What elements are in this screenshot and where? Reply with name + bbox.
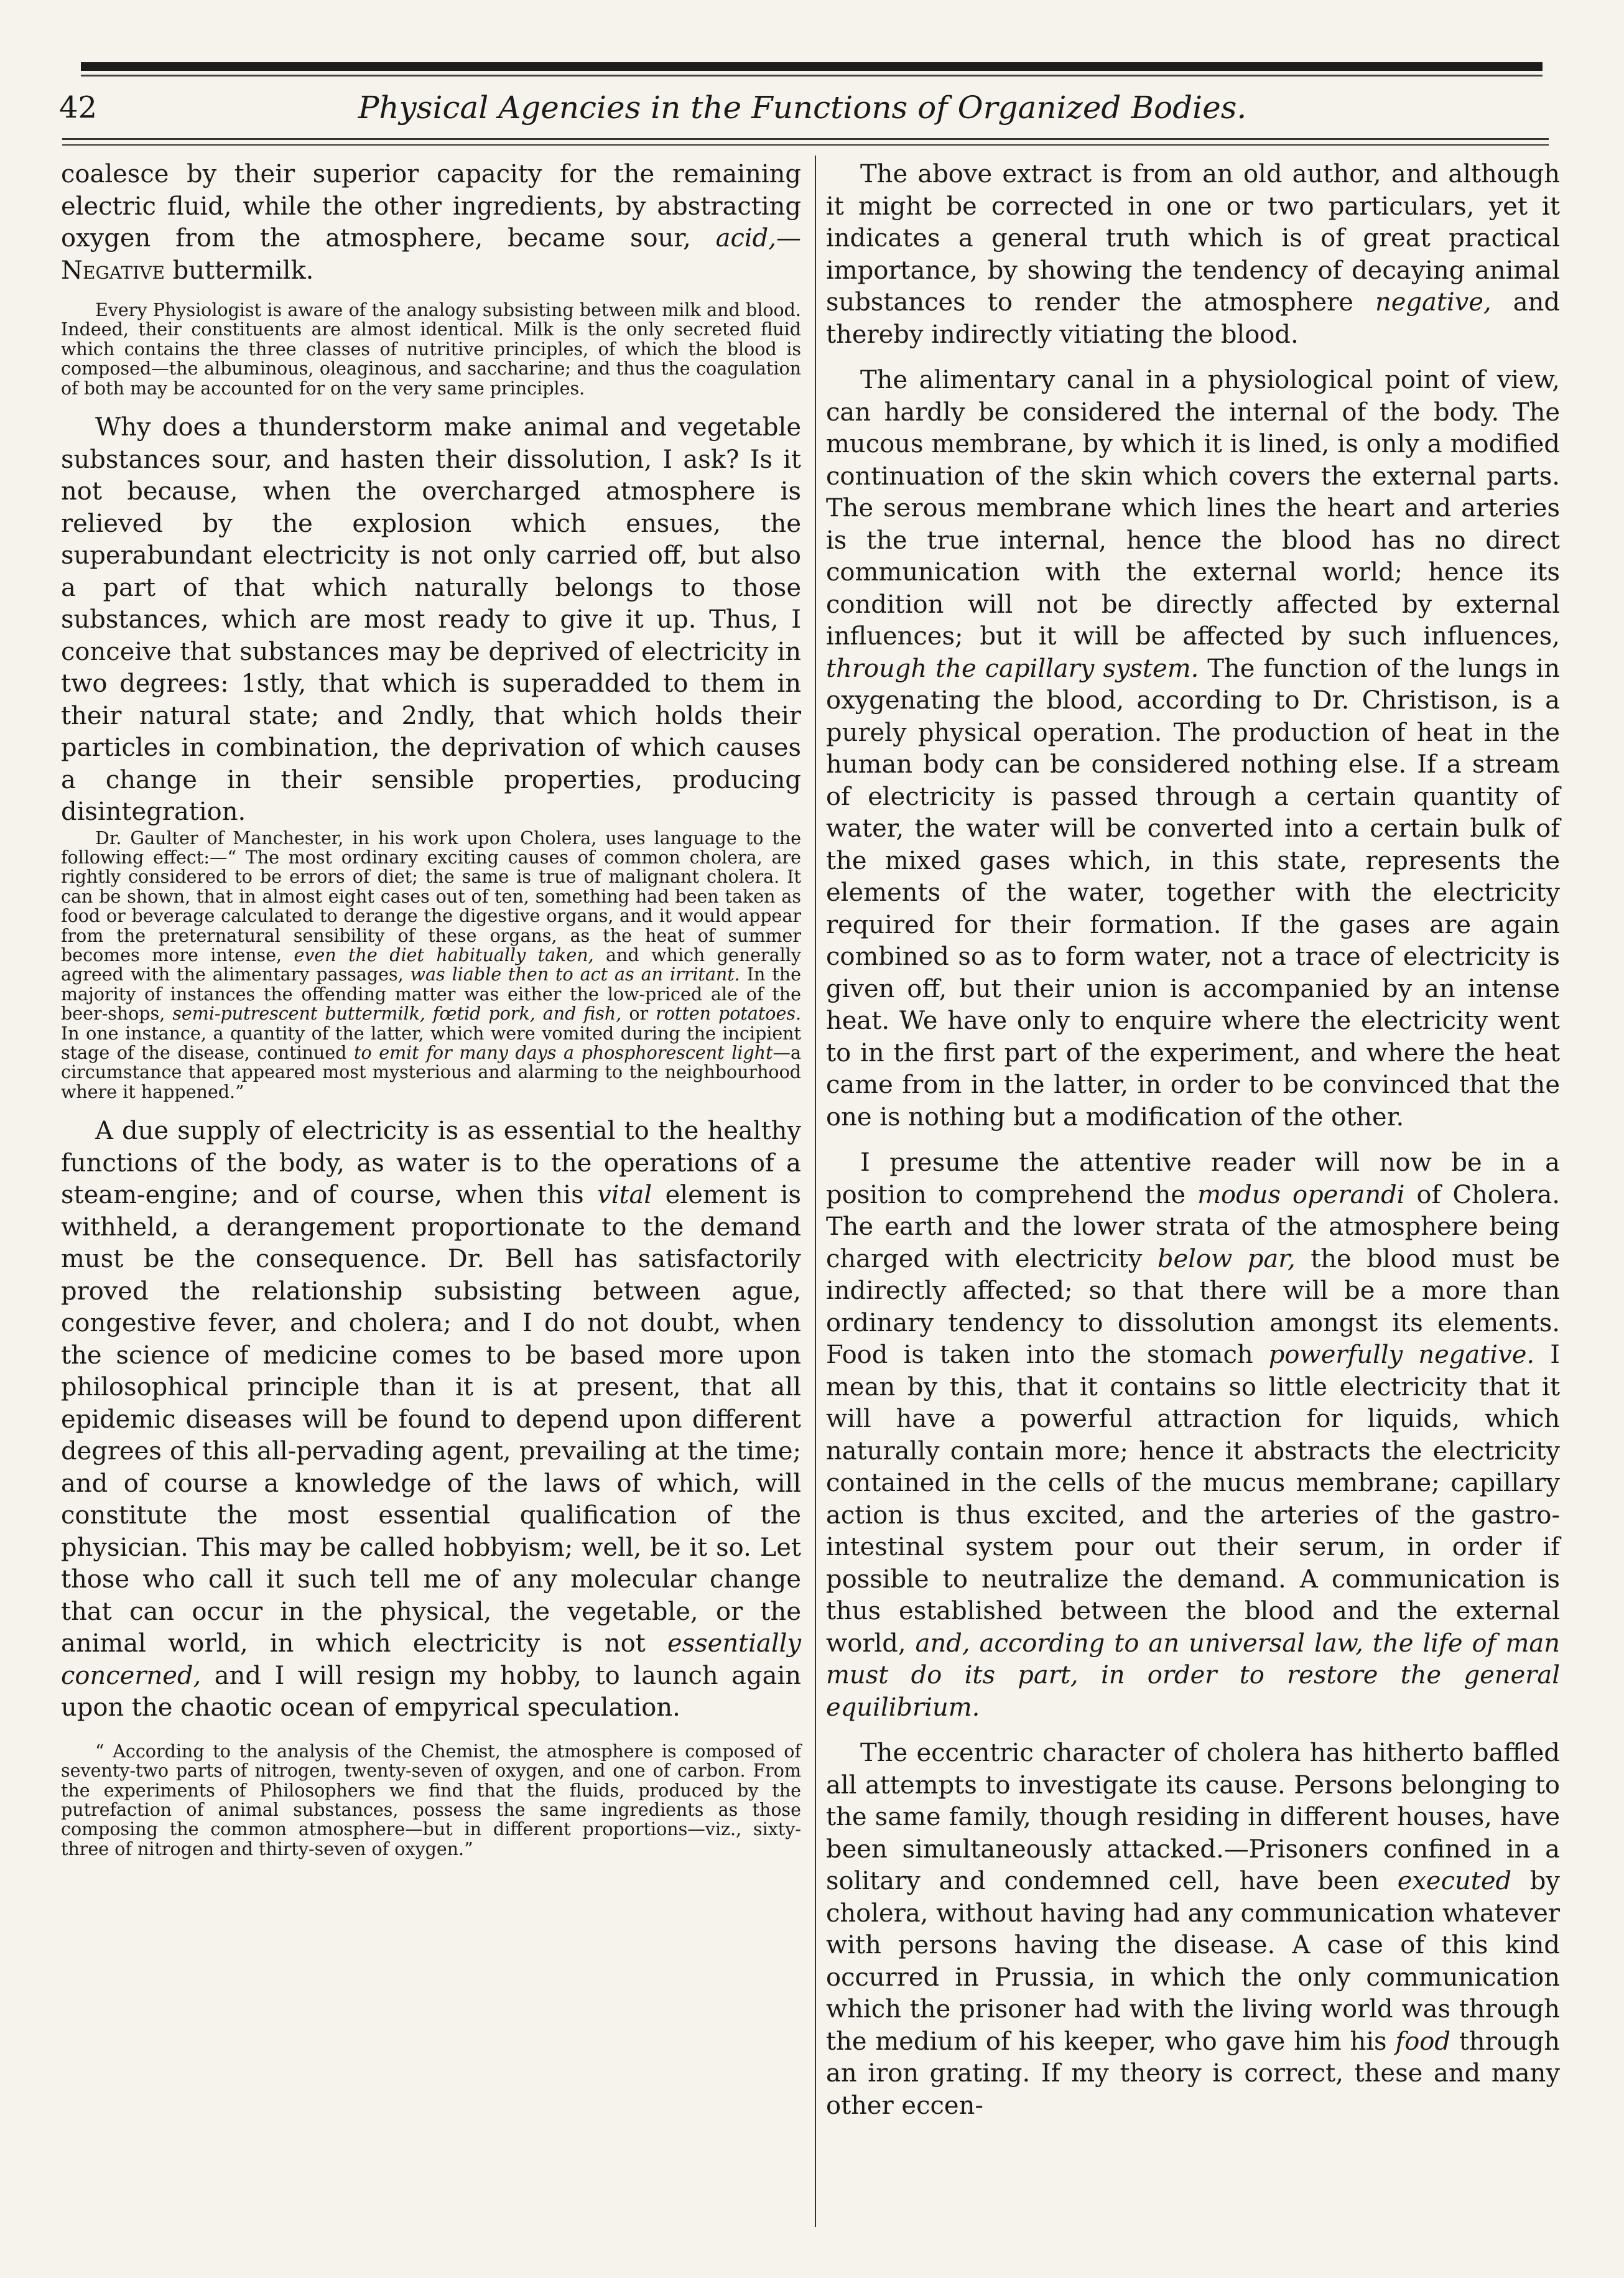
page-number: 42	[59, 90, 98, 125]
paragraph-electricity-supply: A due supply of electricity is as essential to the healthy functions of the body, as water is to the operations of a steam-engine; and of course, when this vital element is withheld, a derangement proportionate to the demand must be the consequence. Dr. Bell has satisfactorily proved the relationship subsisting between ague, congestive fever, and cholera; and I do not doubt, when the science of medicine comes to be based more upon philosophical principle than it is at present, that all epidemic diseases will be found to depend upon different degrees of this all-pervading agent, prevailing at the time; and of course a knowledge of the laws of which, will constitute the most essential qualification of the physician. This may be called hobbyism; well, be it so. Let those who call it such tell me of any molecular change that can occur in the physical, the vegetable, or the animal world, in which electricity is not essentially concerned, and I will resign my hobby, to launch again upon the chaotic ocean of empyrical speculation.	[61, 1117, 801, 1722]
right-column	[826, 159, 1560, 2122]
left-column	[61, 159, 801, 1859]
column-divider	[815, 156, 816, 2227]
header-rule	[62, 138, 1549, 140]
note-milk-blood: Every Physiologist is aware of the analogy subsisting between milk and blood. Indeed, their constituents are almost identical. Milk is the only secreted fluid which contains the three classes of nutritive principles, of which the blood is composed—the albuminous, oleaginous, and saccharine; and thus the coagulation of both may be accounted for on the very same principles.	[61, 300, 801, 399]
paragraph-alimentary-canal: The alimentary canal in a physiological point of view, can hardly be considered the internal of the body. The mucous membrane, by which it is lined, is only a modified continuation of the skin which covers the external parts. The serous membrane which lines the heart and arteries is the true internal, hence the blood has no direct communication with the external world; hence its condition will not be directly affected by external influences; but it will be affected by such influences, through the capillary system. The function of the lungs in oxygenating the blood, according to Dr. Christison, is a purely physical operation. The production of heat in the human body can be considered nothing else. If a stream of electricity is passed through a certain quantity of water, the water will be converted into a certain bulk of the mixed gases which, in this state, represents the elements of the water, together with the electricity required for their formation. If the gases are again combined so as to form water, not a trace of electricity is given off, but their union is accompanied by an intense heat. We have only to enquire where the electricity went to in the first part of the experiment, and where the heat came from in the latter, in order to be convinced that the one is nothing but a modification of the other.	[826, 366, 1560, 1132]
note-atmosphere-analysis: “ According to the analysis of the Chemist, the atmosphere is composed of seventy-two parts of nitrogen, twenty-seven of oxygen, and one of carbon. From the experiments of Philosophers we find that the fluids, produced by the putrefaction of animal substances, possess the same ingredients as those composing the common atmosphere—but in different proportions—viz., sixty-three of nitrogen and thirty-seven of oxygen.”	[61, 1741, 801, 1859]
note-gaulter-quote: Dr. Gaulter of Manchester, in his work upon Cholera, uses language to the following effect:—“ The most ordinary exciting causes of common cholera, are rightly considered to be errors of diet; the same is true of malignant cholera. It can be shown, that in almost eight cases out of ten, something had been taken as food or beverage calculated to derange the digestive organs, and it would appear from the preternatural sensibility of these organs, as the heat of summer becomes more intense, even the diet habitually taken, and which generally agreed with the alimentary passages, was liable then to act as an irritant. In the majority of instances the offending matter was either the low-priced ale of the beer-shops, semi-putrescent buttermilk, fœtid pork, and fish, or rotten potatoes. In one instance, a quantity of the latter, which were vomited during the incipient stage of the disease, continued to emit for many days a phosphorescent light—a circumstance that appeared most mysterious and alarming to the neighbourhood where it happened.”	[61, 827, 802, 1102]
top-border-rule-thin	[81, 75, 1543, 77]
page-header	[59, 87, 1546, 131]
paragraph-thunderstorm: Why does a thunderstorm make animal and vegetable substances sour, and hasten their dissolution, I ask? Is it not because, when the overcharged atmosphere is relieved by the explosion which ensues, the superabundant electricity is not only carried off, but also a part of that which naturally belongs to those substances, which are most ready to give it up. Thus, I conceive that substances may be deprived of electricity in two degrees: 1stly, that which is superadded to them in their natural state; and 2ndly, that which holds their particles in combination, the deprivation of which causes a change in their sensible properties, producing disintegration.	[61, 413, 801, 827]
paragraph-modus-operandi: I presume the attentive reader will now be in a position to comprehend the modus operandi of Cholera. The earth and the lower strata of the atmosphere being charged with electricity below par, the blood must be indirectly affected; so that there will be a more than ordinary tendency to dissolution amongst its elements. Food is taken into the stomach powerfully negative. I mean by this, that it contains so little electricity that it will have a powerful attraction for liquids, which naturally contain more; hence it abstracts the electricity contained in the cells of the mucus membrane; capillary action is thus excited, and the arteries of the gastro-intestinal system pour out their serum, in order if possible to neutralize the demand. A communication is thus established between the blood and the external world, and, according to an universal law, the life of man must do its part, in order to restore the general equilibrium.	[826, 1148, 1561, 1722]
paragraph-buttermilk: coalesce by their superior capacity for the remaining electric fluid, while the other ingredients, by abstracting oxygen from the atmosphere, became sour, acid,—Negative buttermilk.	[61, 160, 801, 285]
paragraph-old-author: The above extract is from an old author, and although it might be corrected in one or two particulars, yet it indicates a general truth which is of great practical importance, by showing the tendency of decaying animal substances to render the atmosphere negative, and thereby indirectly vitiating the blood.	[826, 160, 1560, 349]
top-border-rule	[81, 62, 1543, 71]
paragraph-eccentric-character: The eccentric character of cholera has hitherto baffled all attempts to investigate its cause. Persons belonging to the same family, though residing in different houses, have been simultaneously attacked.—Prisoners confined in a solitary and condemned cell, have been executed by cholera, without having had any communication whatever with persons having the disease. A case of this kind occurred in Prussia, in which the only communication which the prisoner had with the living world was through the medium of his keeper, who gave him his food through an iron grating. If my theory is correct, these and many other eccen-	[826, 1739, 1561, 2120]
running-title: Physical Agencies in the Functions of Organized Bodies.	[358, 90, 1247, 126]
header-rule-thin	[62, 144, 1549, 146]
